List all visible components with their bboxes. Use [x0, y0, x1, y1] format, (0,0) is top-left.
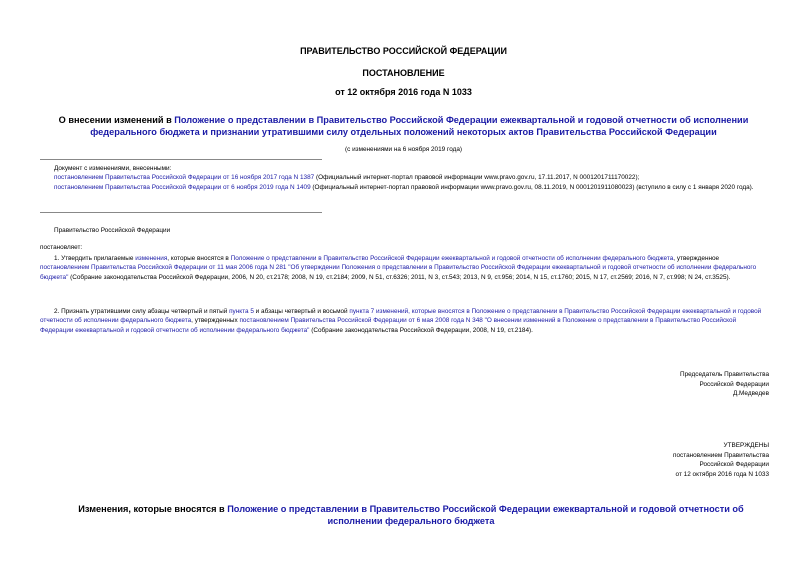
changes-title	[55, 503, 767, 527]
p2-text-a: 2. Признать утратившими силу абзацы четвертый и пятый	[54, 308, 230, 315]
p2-text-b: и абзацы четвертый и восьмой	[253, 308, 350, 315]
issuer: Правительство Российской Федерации	[54, 227, 171, 234]
p1-link-changes[interactable]: изменения	[135, 255, 168, 262]
divider-bottom	[40, 212, 322, 213]
approved-by: постановлением Правительства	[673, 451, 769, 459]
p2-link-point-7[interactable]: пункта 7 изменений, которые вносятся в Положение о представлении в Правительство Российской Федерации ежеквартальной и годовой отчетности об исполнении федерального бюджета	[40, 308, 762, 325]
p2-link-point-5[interactable]: пункта 5	[229, 308, 254, 315]
approved-block	[673, 441, 769, 479]
divider-top	[40, 159, 322, 160]
approved-date: от 12 октября 2016 года N 1033	[675, 470, 769, 478]
p2-link-resolution-348[interactable]: постановлением Правительства Российской Федерации от 6 мая 2008 года N 348 "О внесении изменений в Положение о представлении в Правительство Российской Федерации ежеквартальной и годовой отчетности об исполнении федерального бюджета"	[40, 317, 737, 334]
paragraph-1	[40, 254, 770, 282]
changes-item-1-link[interactable]: постановлением Правительства Российской Федерации от 16 ноября 2017 года N 1387	[54, 174, 315, 182]
p1-text-b: , которые вносятся в	[167, 255, 231, 262]
signature-title: Председатель Правительства	[680, 371, 769, 378]
doc-title	[40, 114, 767, 138]
signature-name: Д.Медведев	[732, 390, 769, 398]
changes-item-1-text: (Официальный интернет-портал правовой информации www.pravo.gov.ru, 17.11.2017, N 0001201711170022);	[314, 174, 640, 182]
signature-block	[680, 370, 769, 399]
p1-text-d: (Собрание законодательства Российской Федерации, 2006, N 20, ст.2178; 2008, N 19, ст.2184; 2009, N 51, ст.6326; 2011, N 3, ст.543; 2013, N 9, ст.956; 2014, N 15, ст.1760; 2015, N 17, ст.2569; 2016, N 7, ст.998; N 24, ст.3525).	[68, 273, 731, 281]
doc-type: ПОСТАНОВЛЕНИЕ	[362, 68, 445, 78]
p2-text-d: (Собрание законодательства Российской Федерации, 2008, N 19, ст.2184).	[309, 326, 533, 334]
changes-item-2-text: (Официальный интернет-портал правовой информации www.pravo.gov.ru, 08.11.2019, N 0001201911080023) (вступило в силу с 1 января 2020 года).	[310, 183, 754, 191]
p2-text-c: , утвержденных	[191, 317, 240, 325]
changes-item-2	[40, 183, 770, 192]
changes-item-2-link[interactable]: постановлением Правительства Российской Федерации от 6 ноября 2019 года N 1409	[54, 183, 311, 191]
government-header: ПРАВИТЕЛЬСТВО РОССИЙСКОЙ ФЕДЕРАЦИИ	[300, 46, 507, 56]
doc-title-link[interactable]: Положение о представлении в Правительство Российской Федерации ежеквартальной и годовой отчетности об исполнении федерального бюджета и признании утратившими силу отдельных положений некоторых актов Правительства Российской Федерации	[90, 115, 749, 137]
p1-link-regulation[interactable]: Положение о представлении в Правительство Российской Федерации ежеквартальной и годовой отчетности об исполнении федерального бюджета	[230, 255, 674, 262]
approved-org: Российской Федерации	[699, 461, 769, 469]
changes-title-prefix: Изменения, которые вносятся в	[78, 504, 228, 514]
p1-text-a: 1. Утвердить прилагаемые	[54, 255, 136, 262]
doc-date-number: от 12 октября 2016 года N 1033	[335, 87, 472, 97]
signature-org: Российской Федерации	[699, 380, 769, 388]
p1-text-c: , утвержденное	[673, 255, 720, 262]
p1-link-resolution-281[interactable]: постановлением Правительства Российской Федерации от 11 мая 2006 года N 281 "Об утверждении Положения о представлении в Правительство Российской Федерации ежеквартальной и годовой отчетности об исполнении федерального бюджета"	[40, 264, 757, 281]
changes-title-link[interactable]: Положение о представлении в Правительство Российской Федерации ежеквартальной и годовой отчетности об исполнении федерального бюджета	[227, 504, 744, 526]
paragraph-2	[40, 307, 770, 335]
changes-item-1	[40, 173, 770, 182]
resolves: постановляет:	[40, 244, 83, 251]
revision-note: (с изменениями на 6 ноября 2019 года)	[344, 146, 463, 153]
changes-block	[40, 164, 770, 192]
approved-label: УТВЕРЖДЕНЫ	[723, 442, 769, 449]
doc-title-prefix: О внесении изменений в	[58, 115, 175, 125]
changes-intro: Документ с изменениями, внесенными:	[54, 165, 172, 172]
